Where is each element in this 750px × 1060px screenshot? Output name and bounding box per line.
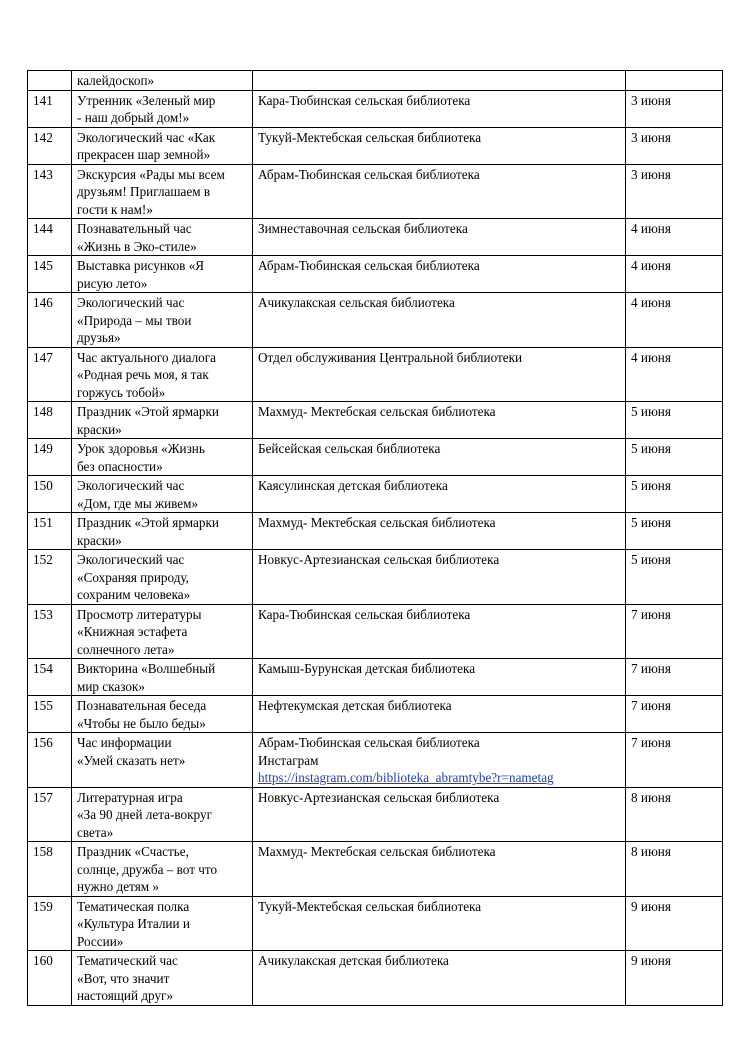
event-line: Экологический час — [77, 295, 185, 310]
event-line: Урок здоровья «Жизнь — [77, 441, 205, 456]
place-line: Новкус-Артезианская сельская библиотека — [258, 789, 500, 805]
event-cell: калейдоскоп» — [72, 71, 253, 91]
table-row — [28, 550, 723, 605]
row-number-cell: 157 — [28, 787, 72, 842]
row-number-cell: 159 — [28, 896, 72, 951]
place-cell — [253, 896, 626, 951]
event-line: Тематический час — [77, 953, 178, 968]
date-cell: 5 июня — [626, 402, 723, 439]
place-line: Инстаграм — [258, 752, 319, 768]
table-row — [28, 951, 723, 1006]
table-row — [28, 439, 723, 476]
place-line: Кара-Тюбинская сельская библиотека — [258, 606, 471, 622]
event-line: горжусь тобой» — [77, 384, 166, 400]
event-line: Выставка рисунков «Я — [77, 258, 205, 273]
event-line: Познавательная беседа — [77, 698, 207, 713]
event-line: «Чтобы не было беды» — [77, 715, 206, 731]
table-row — [28, 787, 723, 842]
place-line: Бейсейская сельская библиотека — [258, 441, 441, 456]
event-line: «Дом, где мы живем» — [77, 495, 199, 511]
row-number-cell: 148 — [28, 402, 72, 439]
place-line: Абрам-Тюбинская сельская библиотека — [258, 735, 480, 750]
date-cell: 7 июня — [626, 604, 723, 659]
place-cell — [253, 604, 626, 659]
event-line: «Культура Италии и — [77, 916, 190, 931]
row-number-cell: 154 — [28, 659, 72, 696]
event-line: мир сказок» — [77, 678, 145, 694]
place-line: Кара-Тюбинская сельская библиотека — [258, 92, 471, 108]
event-line: «Природа – мы твои — [77, 312, 192, 328]
place-cell — [253, 787, 626, 842]
event-cell — [72, 219, 253, 256]
event-cell — [72, 733, 253, 788]
table-row — [28, 127, 723, 164]
event-line: Праздник «Счастье, — [77, 844, 189, 859]
event-cell — [72, 256, 253, 293]
event-line: Викторина «Волшебный — [77, 661, 216, 676]
event-line: нужно детям » — [77, 879, 159, 894]
place-line: Абрам-Тюбинская сельская библиотека — [258, 258, 480, 273]
event-cell — [72, 293, 253, 348]
date-cell: 4 июня — [626, 293, 723, 348]
date-cell: 3 июня — [626, 164, 723, 219]
place-cell — [253, 293, 626, 348]
row-number-cell: 152 — [28, 550, 72, 605]
place-line: Тукуй-Мектебская сельская библиотека — [258, 129, 482, 145]
place-cell — [253, 256, 626, 293]
place-cell — [253, 164, 626, 219]
date-cell: 7 июня — [626, 659, 723, 696]
date-cell — [626, 71, 723, 91]
place-cell — [253, 842, 626, 897]
date-cell: 3 июня — [626, 90, 723, 127]
table-row — [28, 219, 723, 256]
place-line: Ачикулакская сельская библиотека — [258, 295, 455, 310]
table-row — [28, 896, 723, 951]
place-cell — [253, 659, 626, 696]
row-number-cell: 160 — [28, 951, 72, 1006]
event-line: Просмотр литературы — [77, 606, 202, 622]
table-row — [28, 402, 723, 439]
event-line: света» — [77, 824, 114, 840]
place-line: Махмуд- Мектебская сельская библиотека — [258, 844, 496, 859]
table-row-continuation — [28, 71, 723, 91]
table-row — [28, 347, 723, 402]
row-number-cell: 153 — [28, 604, 72, 659]
place-line: Махмуд- Мектебская сельская библиотека — [258, 515, 496, 530]
event-cell — [72, 696, 253, 733]
event-line: Час актуального диалога — [77, 349, 217, 365]
place-cell — [253, 90, 626, 127]
place-cell — [253, 696, 626, 733]
place-line: Абрам-Тюбинская сельская библиотека — [258, 166, 480, 182]
event-line: Праздник «Этой ярмарки — [77, 404, 219, 419]
place-cell — [253, 347, 626, 402]
row-number-cell: 141 — [28, 90, 72, 127]
table-row — [28, 256, 723, 293]
place-cell — [253, 733, 626, 788]
event-line: рисую лето» — [77, 275, 148, 291]
place-line: Нефтекумская детская библиотека — [258, 698, 452, 713]
table-row — [28, 513, 723, 550]
event-line: Литературная игра — [77, 789, 183, 805]
date-cell: 4 июня — [626, 256, 723, 293]
table-row — [28, 476, 723, 513]
place-cell — [253, 513, 626, 550]
place-cell — [253, 476, 626, 513]
event-line: Экологический час — [77, 552, 185, 567]
event-line: солнце, дружба – вот что — [77, 861, 218, 877]
place-cell — [253, 71, 626, 91]
event-line: краски» — [77, 421, 122, 437]
event-line: «Родная речь моя, я так — [77, 367, 209, 382]
event-line: «Вот, что значит — [77, 970, 170, 986]
place-cell — [253, 439, 626, 476]
table-row — [28, 604, 723, 659]
event-line: «Книжная эстафета — [77, 624, 188, 639]
event-line: друзьям! Приглашаем в — [77, 184, 211, 199]
place-line: Ачикулакская детская библиотека — [258, 953, 449, 968]
event-line: Экологический час «Как — [77, 129, 216, 145]
event-cell — [72, 127, 253, 164]
row-number-cell: 147 — [28, 347, 72, 402]
table-row — [28, 164, 723, 219]
event-line: Экскурсия «Рады мы всем — [77, 166, 225, 182]
event-cell — [72, 347, 253, 402]
place-line: Камыш-Бурунская детская библиотека — [258, 661, 476, 676]
place-cell — [253, 951, 626, 1006]
event-line: «Умей сказать нет» — [77, 752, 186, 768]
event-line: гости к нам!» — [77, 201, 153, 217]
date-cell: 5 июня — [626, 550, 723, 605]
event-cell — [72, 896, 253, 951]
date-cell: 8 июня — [626, 842, 723, 897]
event-line: прекрасен шар земной» — [77, 147, 211, 162]
event-cell — [72, 164, 253, 219]
event-cell — [72, 842, 253, 897]
table-row — [28, 696, 723, 733]
date-cell: 9 июня — [626, 896, 723, 951]
table-row — [28, 90, 723, 127]
event-cell — [72, 787, 253, 842]
row-number-cell: 151 — [28, 513, 72, 550]
event-cell — [72, 550, 253, 605]
event-cell — [72, 513, 253, 550]
event-line: «Сохраняя природу, — [77, 569, 189, 585]
row-number-cell: 142 — [28, 127, 72, 164]
table-row — [28, 842, 723, 897]
place-cell — [253, 550, 626, 605]
event-cell — [72, 402, 253, 439]
event-cell — [72, 604, 253, 659]
table-row — [28, 293, 723, 348]
event-line: Познавательный час — [77, 221, 192, 236]
events-schedule-table — [27, 70, 723, 1006]
table-row — [28, 659, 723, 696]
event-line: сохраним человека» — [77, 587, 191, 602]
date-cell: 5 июня — [626, 439, 723, 476]
place-line: Каясулинская детская библиотека — [258, 478, 448, 493]
instagram-link[interactable]: https://instagram.com/biblioteka_abramtybe?r=nametag — [258, 770, 554, 785]
event-line: краски» — [77, 532, 122, 548]
place-line: Зимнеставочная сельская библиотека — [258, 221, 468, 236]
date-cell: 5 июня — [626, 476, 723, 513]
event-line: Тематическая полка — [77, 898, 190, 914]
place-cell — [253, 219, 626, 256]
event-line: Час информации — [77, 735, 172, 750]
date-cell: 4 июня — [626, 347, 723, 402]
date-cell: 9 июня — [626, 951, 723, 1006]
date-cell: 3 июня — [626, 127, 723, 164]
event-line: - наш добрый дом!» — [77, 110, 190, 125]
event-cell — [72, 476, 253, 513]
row-number-cell: 155 — [28, 696, 72, 733]
date-cell: 5 июня — [626, 513, 723, 550]
event-cell — [72, 439, 253, 476]
date-cell: 8 июня — [626, 787, 723, 842]
event-cell — [72, 90, 253, 127]
event-line: без опасности» — [77, 458, 163, 474]
place-line: Тукуй-Мектебская сельская библиотека — [258, 898, 482, 914]
table-row — [28, 733, 723, 788]
row-number-cell: 156 — [28, 733, 72, 788]
row-number-cell: 146 — [28, 293, 72, 348]
row-number-cell: 150 — [28, 476, 72, 513]
row-number-cell: 158 — [28, 842, 72, 897]
event-line: Праздник «Этой ярмарки — [77, 515, 219, 530]
place-line: Новкус-Артезианская сельская библиотека — [258, 552, 500, 567]
date-cell: 7 июня — [626, 733, 723, 788]
place-cell — [253, 402, 626, 439]
event-cell — [72, 951, 253, 1006]
row-number-cell — [28, 71, 72, 91]
event-line: Экологический час — [77, 478, 185, 493]
table-body — [28, 71, 723, 1006]
event-line: настоящий друг» — [77, 988, 174, 1003]
event-line: России» — [77, 933, 124, 949]
event-cell — [72, 659, 253, 696]
place-line: Отдел обслуживания Центральной библиотеки — [258, 349, 523, 365]
row-number-cell: 143 — [28, 164, 72, 219]
event-line: солнечного лета» — [77, 641, 175, 657]
row-number-cell: 145 — [28, 256, 72, 293]
date-cell: 4 июня — [626, 219, 723, 256]
event-line: «Жизнь в Эко-стиле» — [77, 238, 197, 254]
date-cell: 7 июня — [626, 696, 723, 733]
place-line: Махмуд- Мектебская сельская библиотека — [258, 404, 496, 419]
row-number-cell: 149 — [28, 439, 72, 476]
event-line: «За 90 дней лета-вокруг — [77, 807, 212, 822]
row-number-cell: 144 — [28, 219, 72, 256]
event-line: друзья» — [77, 330, 121, 345]
place-cell — [253, 127, 626, 164]
event-line: Утренник «Зеленый мир — [77, 92, 216, 108]
